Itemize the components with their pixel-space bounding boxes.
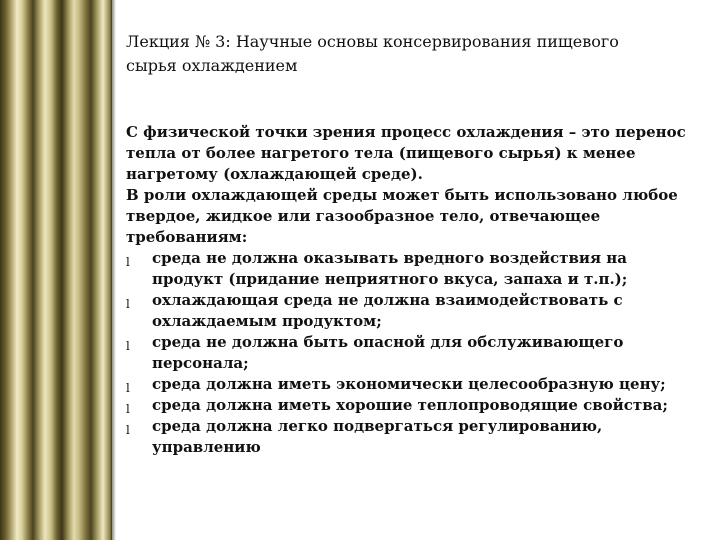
list-item-line: персонала; bbox=[152, 354, 249, 372]
paragraph-definition bbox=[126, 122, 698, 185]
paragraph-line: С физической точки зрения процесс охлаждения – это перенос bbox=[126, 123, 686, 141]
paragraph-line: твердое, жидкое или газообразное тело, отвечающее bbox=[126, 207, 601, 225]
list-item bbox=[126, 416, 698, 458]
list-item bbox=[126, 374, 698, 395]
list-item-line: среда не должна быть опасной для обслуживающего bbox=[152, 333, 624, 351]
list-item bbox=[126, 395, 698, 416]
paragraph-line: нагретому (охлаждающей среде). bbox=[126, 165, 423, 183]
list-item bbox=[126, 248, 698, 290]
title-line-2: сырья охлаждением bbox=[126, 56, 298, 75]
list-item-line: среда должна иметь экономически целесообразную цену; bbox=[152, 375, 666, 393]
list-item-line: среда должна легко подвергаться регулированию, bbox=[152, 417, 603, 435]
bullet-icon: l bbox=[126, 297, 130, 311]
list-item-line: продукт (придание неприятного вкуса, запаха и т.п.); bbox=[152, 270, 628, 288]
bullet-icon: l bbox=[126, 255, 130, 269]
bullet-icon: l bbox=[126, 402, 130, 416]
paragraph-line: требованиям: bbox=[126, 228, 248, 246]
list-item bbox=[126, 290, 698, 332]
slide-body bbox=[126, 122, 698, 458]
bullet-icon: l bbox=[126, 381, 130, 395]
list-item-line: охлаждаемым продуктом; bbox=[152, 312, 382, 330]
list-item bbox=[126, 332, 698, 374]
title-line-1: Лекция № 3: Научные основы консервирования пищевого bbox=[126, 32, 619, 51]
bullet-icon: l bbox=[126, 339, 130, 353]
list-item-line: среда не должна оказывать вредного воздействия на bbox=[152, 249, 627, 267]
list-item-line: среда должна иметь хорошие теплопроводящие свойства; bbox=[152, 396, 668, 414]
slide-content bbox=[118, 0, 708, 540]
paragraph-line: тепла от более нагретого тела (пищевого сырья) к менее bbox=[126, 144, 636, 162]
paragraph-requirements-intro bbox=[126, 185, 698, 248]
paragraph-line: В роли охлаждающей среды может быть использовано любое bbox=[126, 186, 678, 204]
list-item-line: охлаждающая среда не должна взаимодействовать с bbox=[152, 291, 623, 309]
list-item-line: управлению bbox=[152, 438, 261, 456]
decorative-gold-strip bbox=[0, 0, 112, 540]
slide-title bbox=[126, 30, 686, 78]
bullet-icon: l bbox=[126, 423, 130, 437]
requirements-list bbox=[126, 248, 698, 458]
